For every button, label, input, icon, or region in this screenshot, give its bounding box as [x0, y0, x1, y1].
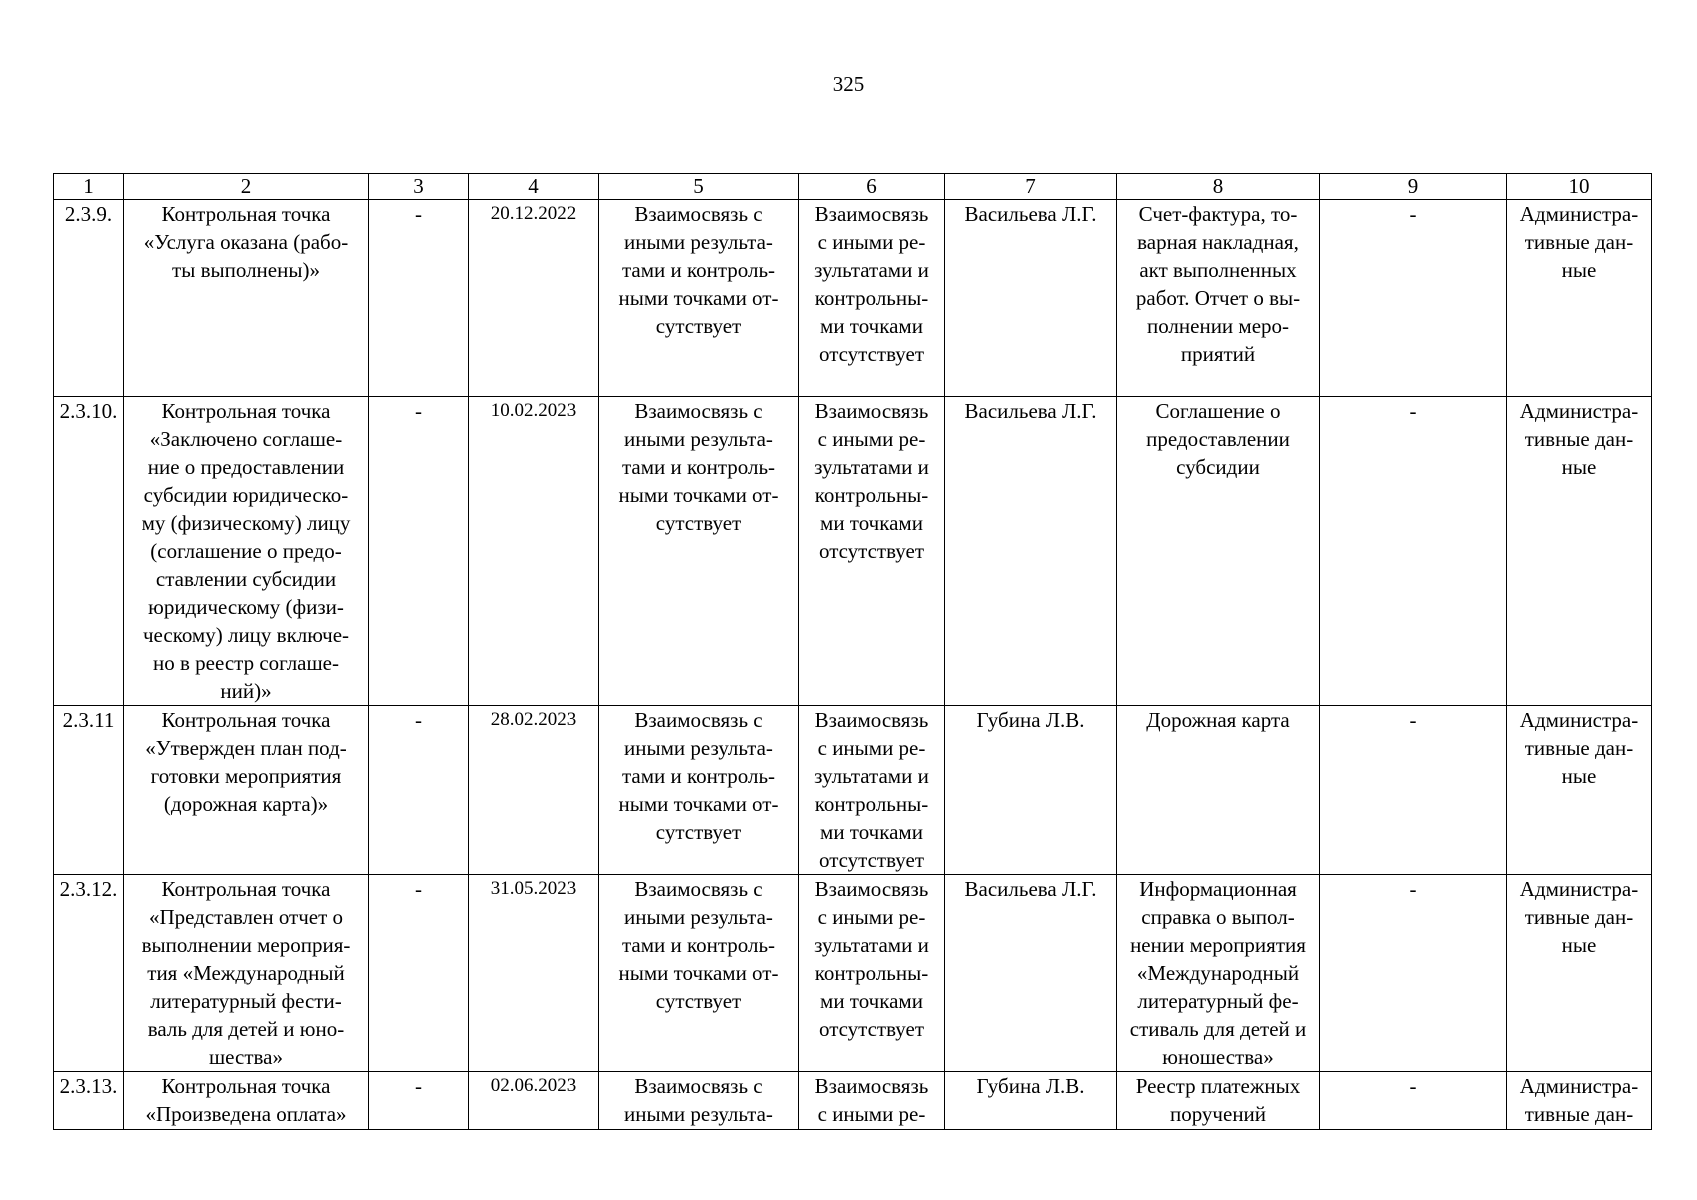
relation-control-points: Взаимосвязь с иными ре- зультатами и контрольны- ми точками отсутствует — [799, 397, 945, 706]
confirming-document: Счет-фактура, то- варная накладная, акт выполненных работ. Отчет о вы- полнении меро- приятий — [1117, 200, 1320, 397]
due-date: 10.02.2023 — [469, 397, 599, 706]
data-source: Администра- тивные дан- ные — [1507, 706, 1652, 875]
row-number: 2.3.10. — [54, 397, 124, 706]
row-number: 2.3.11 — [54, 706, 124, 875]
control-point-name: Контрольная точка «Произведена оплата» — [124, 1072, 369, 1130]
table-row — [54, 397, 1652, 706]
table-row — [54, 200, 1652, 397]
relation-control-points: Взаимосвязь с иными ре- зультатами и контрольны- ми точками отсутствует — [799, 200, 945, 397]
table-row — [54, 706, 1652, 875]
confirming-document: Реестр платежных поручений — [1117, 1072, 1320, 1130]
relation-results: Взаимосвязь с иными результа- тами и контроль- ными точками от- сутствует — [599, 706, 799, 875]
column-9-value: - — [1320, 706, 1507, 875]
column-header: 2 — [124, 174, 369, 200]
data-source: Администра- тивные дан- ные — [1507, 397, 1652, 706]
relation-results: Взаимосвязь с иными результа- тами и контроль- ными точками от- сутствует — [599, 397, 799, 706]
due-date: 31.05.2023 — [469, 875, 599, 1072]
data-source: Администра- тивные дан- ные — [1507, 875, 1652, 1072]
column-header: 9 — [1320, 174, 1507, 200]
table-row — [54, 1072, 1652, 1130]
column-header: 4 — [469, 174, 599, 200]
column-9-value: - — [1320, 1072, 1507, 1130]
due-date: 02.06.2023 — [469, 1072, 599, 1130]
column-header: 6 — [799, 174, 945, 200]
confirming-document: Соглашение о предоставлении субсидии — [1117, 397, 1320, 706]
relation-results: Взаимосвязь с иными результа- тами и контроль- ными точками от- сутствует — [599, 200, 799, 397]
column-header: 5 — [599, 174, 799, 200]
column-3-value: - — [369, 200, 469, 397]
confirming-document: Информационная справка о выпол- нении мероприятия «Международный литературный фе- стиваль для детей и юношества» — [1117, 875, 1320, 1072]
column-3-value: - — [369, 875, 469, 1072]
row-number: 2.3.13. — [54, 1072, 124, 1130]
due-date: 28.02.2023 — [469, 706, 599, 875]
column-3-value: - — [369, 706, 469, 875]
row-number: 2.3.12. — [54, 875, 124, 1072]
column-9-value: - — [1320, 397, 1507, 706]
header-row — [54, 174, 1652, 200]
column-header: 10 — [1507, 174, 1652, 200]
column-9-value: - — [1320, 875, 1507, 1072]
relation-results: Взаимосвязь с иными результа- — [599, 1072, 799, 1130]
responsible-person: Васильева Л.Г. — [945, 875, 1117, 1072]
control-points-table — [53, 173, 1652, 1130]
due-date: 20.12.2022 — [469, 200, 599, 397]
row-number: 2.3.9. — [54, 200, 124, 397]
data-source: Администра- тивные дан- — [1507, 1072, 1652, 1130]
control-point-name: Контрольная точка «Услуга оказана (рабо- ты выполнены)» — [124, 200, 369, 397]
table-row — [54, 875, 1652, 1072]
column-header: 7 — [945, 174, 1117, 200]
responsible-person: Губина Л.В. — [945, 1072, 1117, 1130]
column-3-value: - — [369, 1072, 469, 1130]
confirming-document: Дорожная карта — [1117, 706, 1320, 875]
responsible-person: Губина Л.В. — [945, 706, 1117, 875]
data-source: Администра- тивные дан- ные — [1507, 200, 1652, 397]
page-number: 325 — [832, 72, 865, 96]
column-header: 8 — [1117, 174, 1320, 200]
column-3-value: - — [369, 397, 469, 706]
control-point-name: Контрольная точка «Заключено соглаше- ние о предоставлении субсидии юридическо- му (физическому) лицу (соглашение о предо- ставлении субсидии юридическому (физи- ческому) лицу включе- но в реестр соглаше- ний)» — [124, 397, 369, 706]
column-header: 3 — [369, 174, 469, 200]
responsible-person: Васильева Л.Г. — [945, 200, 1117, 397]
relation-control-points: Взаимосвязь с иными ре- зультатами и контрольны- ми точками отсутствует — [799, 875, 945, 1072]
relation-control-points: Взаимосвязь с иными ре- зультатами и контрольны- ми точками отсутствует — [799, 706, 945, 875]
control-point-name: Контрольная точка «Представлен отчет о выполнении мероприя- тия «Международный литературный фести- валь для детей и юно- шества» — [124, 875, 369, 1072]
column-9-value: - — [1320, 200, 1507, 397]
column-header: 1 — [54, 174, 124, 200]
control-point-name: Контрольная точка «Утвержден план под- готовки мероприятия (дорожная карта)» — [124, 706, 369, 875]
relation-results: Взаимосвязь с иными результа- тами и контроль- ными точками от- сутствует — [599, 875, 799, 1072]
relation-control-points: Взаимосвязь с иными ре- — [799, 1072, 945, 1130]
responsible-person: Васильева Л.Г. — [945, 397, 1117, 706]
